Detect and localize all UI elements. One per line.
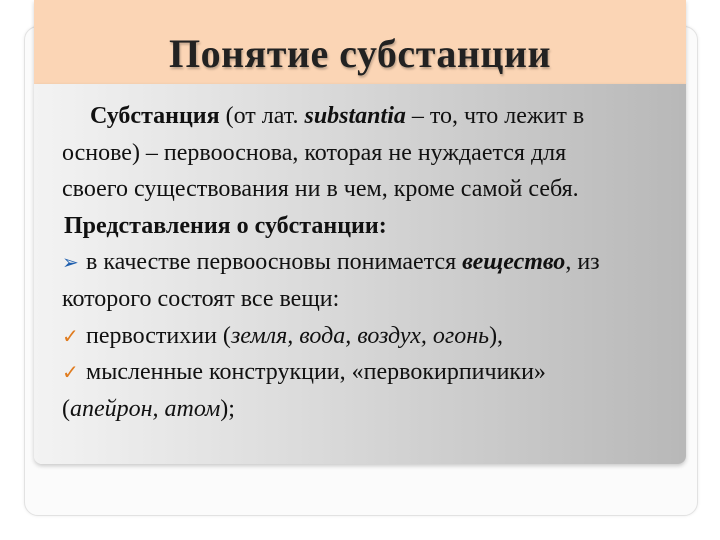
bullet-3-close-paren: ); — [220, 395, 235, 422]
bullet-2-text-2: ), — [489, 322, 504, 349]
elements-list: земля, вода, воздух, огонь — [230, 322, 490, 349]
slide-body — [62, 98, 682, 427]
bullet-3-text-1: мысленные конструкции, «первокирпичики» — [86, 359, 546, 386]
bullet-3-line-1 — [62, 354, 682, 391]
term-substance: Субстанция — [90, 103, 220, 129]
bullet-3-line-2 — [62, 391, 682, 428]
check-bullet-icon: ✓ — [62, 323, 79, 348]
bullet-2-line — [62, 318, 682, 355]
title-band — [34, 0, 686, 84]
definition-line-2: основе) – первооснова, которая не нуждается для — [62, 139, 567, 166]
term-substance-matter: вещество — [462, 249, 566, 276]
bullet-3-open-paren: ( — [62, 395, 70, 422]
bullet-2-text-1: первостихии ( — [86, 322, 231, 349]
bullet-1-text-1: в качестве первоосновы понимается — [86, 249, 463, 276]
section-heading: Представления о субстанции: — [64, 212, 387, 239]
slide-title: Понятие субстанции — [168, 31, 552, 76]
definition-text-1: (от лат. — [219, 103, 305, 129]
definition-line-3: своего существования ни в чем, кроме самой себя. — [62, 176, 579, 203]
definition-text-2: – то, что лежит в — [405, 103, 585, 129]
latin-term: substantia — [304, 103, 406, 129]
bullet-1-line-1 — [62, 244, 682, 281]
bullet-1-line-2: которого состоят все вещи: — [62, 285, 340, 312]
definition-line-1 — [62, 98, 682, 135]
arrow-bullet-icon: ➢ — [62, 250, 79, 275]
bullet-1-text-2: , из — [565, 249, 600, 276]
constructs-list: апейрон, атом — [70, 395, 221, 422]
check-bullet-icon: ✓ — [62, 360, 79, 385]
